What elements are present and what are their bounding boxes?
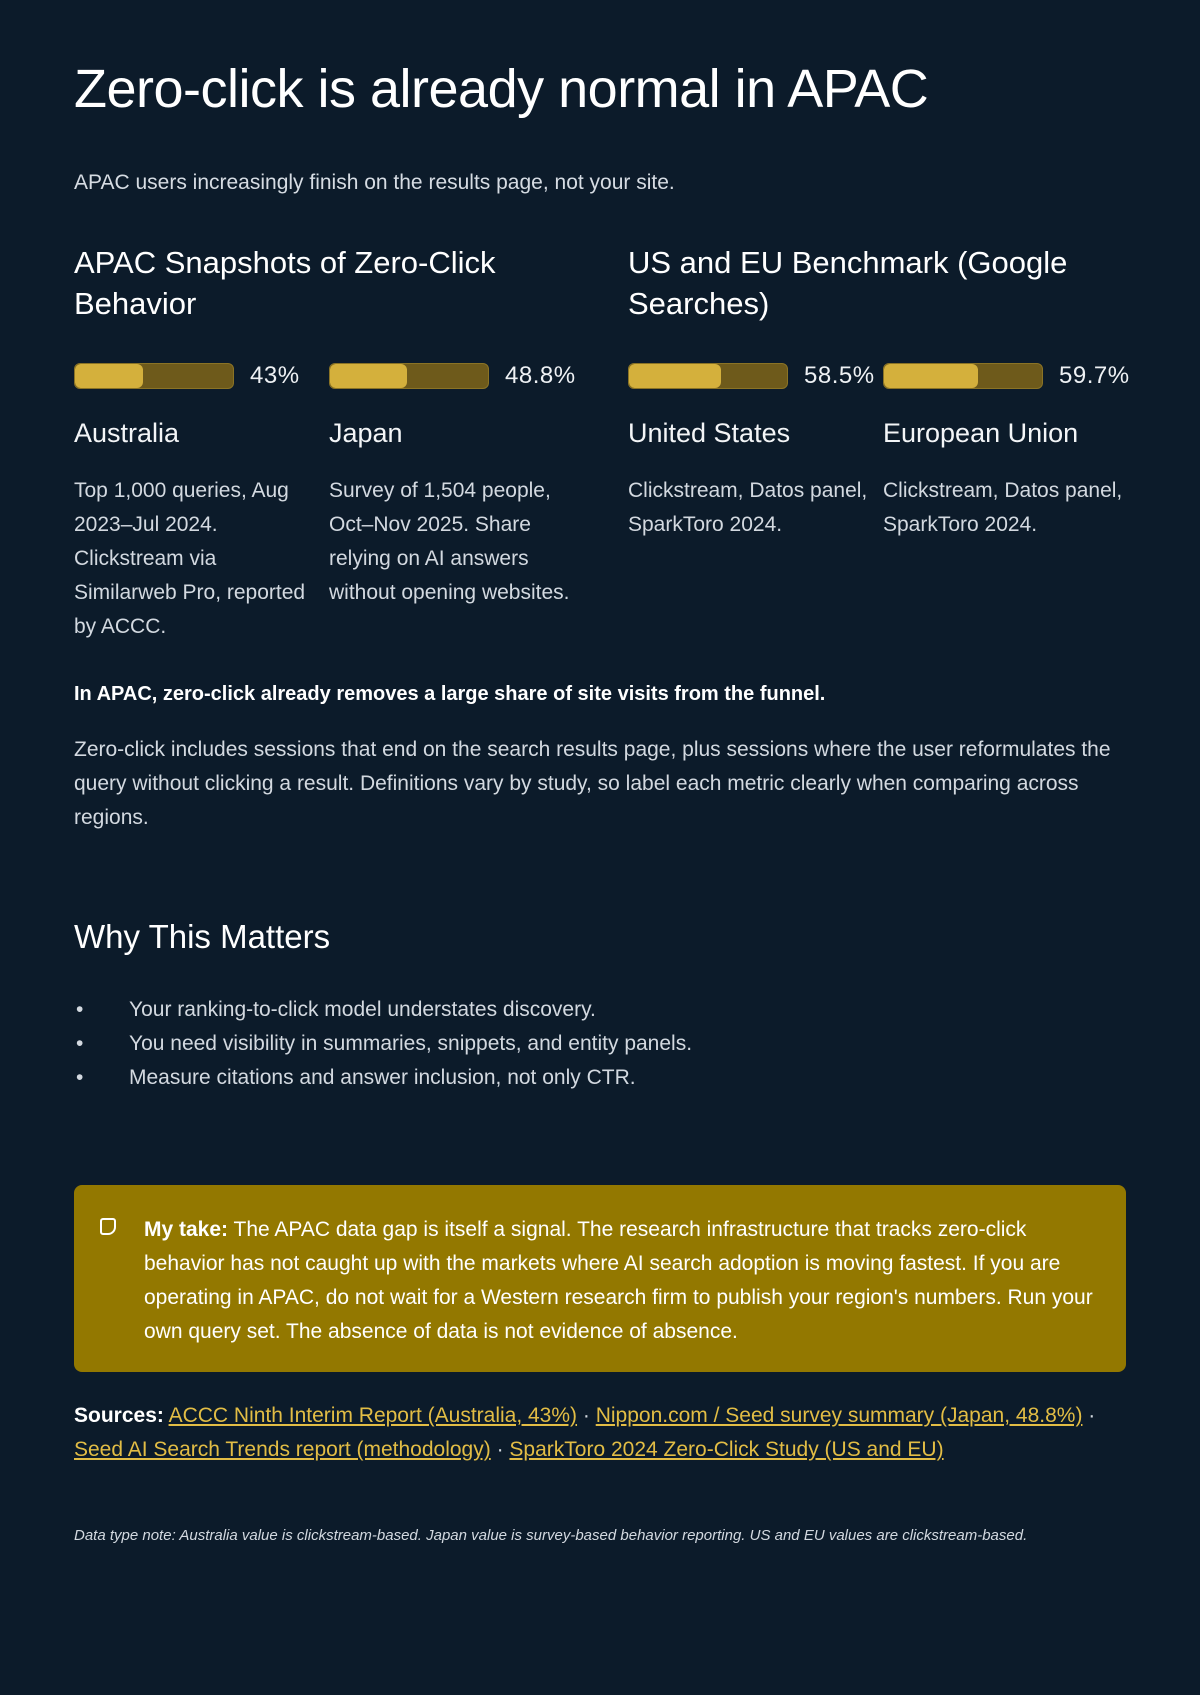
progress-fill <box>75 364 143 388</box>
stat-value: 59.7% <box>1059 362 1130 389</box>
separator: · <box>1088 1404 1096 1427</box>
page-subtitle: APAC users increasingly finish on the results page, not your site. <box>74 171 675 194</box>
stat-description: Clickstream, Datos panel, SparkToro 2024. <box>883 479 1123 536</box>
stat-value: 43% <box>250 362 300 389</box>
stat-value: 48.8% <box>505 362 576 389</box>
note-icon <box>100 1218 116 1235</box>
my-take-callout <box>74 1185 1126 1372</box>
stat-region: United States <box>628 418 791 448</box>
separator: · <box>582 1404 590 1427</box>
separator: · <box>496 1438 504 1461</box>
apac-heading: APAC Snapshots of Zero-Click Behavior <box>74 245 496 321</box>
list-item: • Your ranking-to-click model understates discovery. <box>74 993 692 1027</box>
progress-bar <box>628 363 788 389</box>
callout-label: My take: <box>144 1218 229 1241</box>
progress-bar <box>329 363 489 389</box>
stat-value: 58.5% <box>804 362 875 389</box>
stat-description: Clickstream, Datos panel, SparkToro 2024. <box>628 479 868 536</box>
callout-text: The APAC data gap is itself a signal. The research infrastructure that tracks zero-click behavior has not caught up with the markets where AI search adoption is moving fastest. If you are operating in APAC, do not wait for a Western research firm to publish your region's numbers. Run your own query set. The absence of data is not evidence of absence. <box>144 1218 1093 1343</box>
progress-fill <box>884 364 978 388</box>
source-link-nippon[interactable]: Nippon.com / Seed survey summary (Japan, 48.8%) <box>595 1404 1083 1427</box>
data-type-note: Data type note: Australia value is clickstream-based. Japan value is survey-based behavior reporting. US and EU values are clickstream-based. <box>74 1527 1028 1544</box>
stat-card-us <box>628 362 883 542</box>
stat-description: Top 1,000 queries, Aug 2023–Jul 2024. Clickstream via Similarweb Pro, reported by ACCC. <box>74 479 306 638</box>
source-link-sparktoro[interactable]: SparkToro 2024 Zero-Click Study (US and EU) <box>509 1438 944 1461</box>
source-link-accc[interactable]: ACCC Ninth Interim Report (Australia, 43%) <box>168 1404 578 1427</box>
sources <box>74 1399 1126 1467</box>
stat-card-australia <box>74 362 329 644</box>
progress-fill <box>629 364 721 388</box>
sources-label: Sources: <box>74 1404 164 1427</box>
stat-card-japan <box>329 362 584 644</box>
stat-region: Japan <box>329 418 403 448</box>
stat-region: European Union <box>883 418 1079 448</box>
benchmark-heading: US and EU Benchmark (Google Searches) <box>628 245 1068 321</box>
page-title: Zero-click is already normal in APAC <box>74 59 929 119</box>
stat-card-eu <box>883 362 1138 542</box>
why-list <box>74 993 692 1095</box>
benchmark-group <box>628 242 1138 542</box>
definition-paragraph: Zero-click includes sessions that end on the search results page, plus sessions where the user reformulates the query without clicking a result. Definitions vary by study, so label each metric clearly when comparing across regions. <box>74 738 1111 829</box>
list-item: • Measure citations and answer inclusion, not only CTR. <box>74 1061 692 1095</box>
source-link-seed[interactable]: Seed AI Search Trends report (methodology) <box>74 1438 491 1461</box>
stat-region: Australia <box>74 418 180 448</box>
stat-description: Survey of 1,504 people, Oct–Nov 2025. Share relying on AI answers without opening websites. <box>329 479 570 604</box>
progress-fill <box>330 364 407 388</box>
list-item: • You need visibility in summaries, snippets, and entity panels. <box>74 1027 692 1061</box>
apac-group <box>74 242 584 644</box>
progress-bar <box>74 363 234 389</box>
progress-bar <box>883 363 1043 389</box>
why-heading: Why This Matters <box>74 918 331 955</box>
key-takeaway: In APAC, zero-click already removes a large share of site visits from the funnel. <box>74 683 826 705</box>
